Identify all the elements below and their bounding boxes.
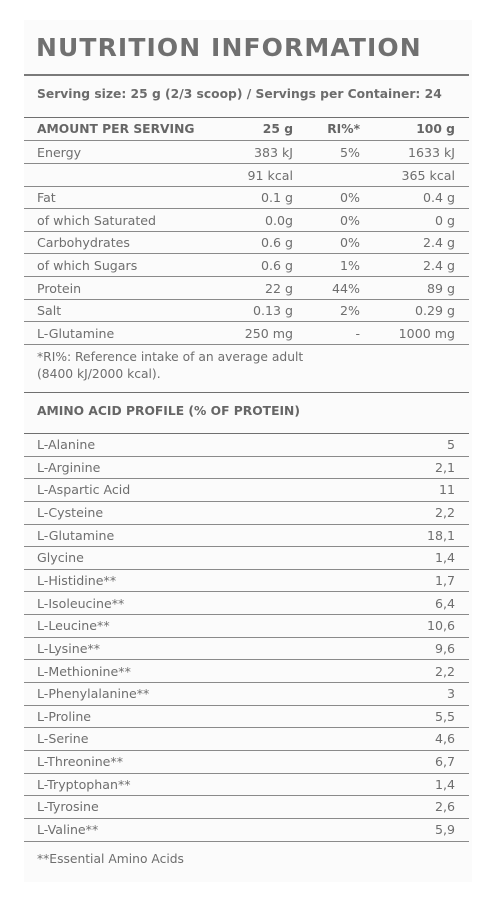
amino-acid-value: 1,7 <box>434 572 455 588</box>
amino-acid-name: Glycine <box>37 550 84 566</box>
ri-footnote <box>37 349 303 383</box>
amino-acid-value: 5,9 <box>434 822 455 838</box>
ri-value: - <box>355 325 360 341</box>
amino-acid-name: L-Valine** <box>37 822 99 838</box>
serving-size: Serving size: 25 g (2/3 scoop) / Servings per Container: 24 <box>37 87 442 101</box>
amino-acid-name: L-Aspartic Acid <box>37 482 131 498</box>
per-serving-value: 0.6 g <box>260 258 293 273</box>
amino-acid-value: 9,6 <box>434 640 455 656</box>
nutrient-name: Protein <box>37 280 82 296</box>
amino-acid-name: L-Tyrosine <box>37 799 99 815</box>
nutrient-name: of which Sugars <box>37 258 138 273</box>
per-serving-value: 250 mg <box>244 325 293 341</box>
amino-row <box>24 706 469 729</box>
per-100g-value: 2.4 g <box>422 258 455 273</box>
amino-acid-name: L-Glutamine <box>37 527 115 543</box>
per-100g-value: 0 g <box>434 212 455 228</box>
nutrient-name: of which Saturated <box>37 212 157 228</box>
amino-acid-value: 6,4 <box>434 595 455 611</box>
amino-acid-name: L-Leucine** <box>37 618 110 634</box>
per-serving-value: 0.6 g <box>260 235 293 251</box>
nutrient-name: L-Glutamine <box>37 325 115 341</box>
per-100g-value: 1000 mg <box>398 325 455 341</box>
amino-row <box>24 593 469 616</box>
amino-acid-value: 1,4 <box>434 776 455 792</box>
nutrient-name: Salt <box>37 303 62 319</box>
nutrition-row <box>24 165 469 187</box>
amino-acid-value: 3 <box>446 686 455 702</box>
nutrition-row <box>24 278 469 300</box>
nutrition-row <box>24 210 469 232</box>
amino-acid-name: L-Tryptophan** <box>37 776 131 792</box>
ri-footnote-line2: (8400 kJ/2000 kcal). <box>37 367 161 381</box>
ri-value: 0% <box>340 190 360 206</box>
nutrient-name: Energy <box>37 145 82 160</box>
essential-note: **Essential Amino Acids <box>37 852 184 866</box>
amino-acid-value: 2,2 <box>434 504 455 520</box>
amino-acid-value: 11 <box>438 482 455 498</box>
amino-acid-name: L-Histidine** <box>37 572 117 588</box>
amino-row <box>24 502 469 525</box>
amino-acid-value: 10,6 <box>426 618 455 634</box>
per-serving-value: 91 kcal <box>247 167 293 183</box>
amino-acid-name: L-Threonine** <box>37 754 124 770</box>
amino-top-divider <box>24 392 469 393</box>
amino-row <box>24 728 469 751</box>
nutrition-row <box>24 142 469 164</box>
amino-acid-name: L-Arginine <box>37 459 101 475</box>
nutrition-row <box>24 187 469 209</box>
amino-acid-name: L-Alanine <box>37 437 96 452</box>
amino-acid-value: 2,2 <box>434 663 455 679</box>
nutrition-row <box>24 255 469 277</box>
amino-row <box>24 570 469 593</box>
amino-row <box>24 457 469 480</box>
amino-acid-value: 4,6 <box>434 731 455 747</box>
amino-acid-name: L-Isoleucine** <box>37 595 125 611</box>
amino-row <box>24 774 469 797</box>
ri-value: 44% <box>332 280 360 296</box>
nutrition-row <box>24 232 469 254</box>
amino-acid-value: 2,6 <box>434 799 455 815</box>
per-100g-value: 0.29 g <box>414 303 455 319</box>
per-serving-value: 0.13 g <box>252 303 293 319</box>
ri-value: 2% <box>340 303 360 319</box>
per-100g-value: 0.4 g <box>422 190 455 206</box>
amino-row <box>24 796 469 819</box>
amino-acid-name: L-Proline <box>37 708 92 724</box>
per-100g-value: 1633 kJ <box>407 145 455 160</box>
header-amount-per-serving: AMOUNT PER SERVING <box>37 122 195 136</box>
per-serving-value: 383 kJ <box>253 145 293 160</box>
per-100g-value: 89 g <box>426 280 455 296</box>
amino-acid-name: L-Serine <box>37 731 89 747</box>
amino-acid-name: L-Phenylalanine** <box>37 686 150 702</box>
amino-acid-value: 5 <box>446 437 455 452</box>
nutrient-name: Carbohydrates <box>37 235 130 251</box>
per-serving-value: 0.0g <box>264 212 293 228</box>
per-100g-value: 2.4 g <box>422 235 455 251</box>
per-serving-value: 0.1 g <box>260 190 293 206</box>
ri-value: 0% <box>340 235 360 251</box>
header-25g: 25 g <box>262 122 293 136</box>
amino-acid-value: 2,1 <box>434 459 455 475</box>
amino-row <box>24 661 469 684</box>
amino-acid-value: 18,1 <box>426 527 455 543</box>
amino-row <box>24 819 469 842</box>
amino-row <box>24 434 469 457</box>
amino-row <box>24 638 469 661</box>
ri-footnote-line1: *RI%: Reference intake of an average adult <box>37 350 304 364</box>
ri-value: 0% <box>340 212 360 228</box>
nutrition-header-row <box>24 119 469 141</box>
header-ri: RI%* <box>327 122 360 136</box>
amino-section-title: AMINO ACID PROFILE (% OF PROTEIN) <box>37 404 300 418</box>
per-serving-value: 22 g <box>264 280 293 296</box>
per-100g-value: 365 kcal <box>401 167 455 183</box>
amino-row <box>24 547 469 570</box>
amino-acid-value: 5,5 <box>434 708 455 724</box>
amino-acid-name: L-Cysteine <box>37 504 104 520</box>
nutrient-name: Fat <box>37 190 56 206</box>
amino-row <box>24 479 469 502</box>
nutrition-row <box>24 323 469 345</box>
amino-acid-name: L-Methionine** <box>37 663 131 679</box>
serving-divider <box>24 117 469 118</box>
title-divider <box>24 74 469 76</box>
ri-value: 5% <box>340 145 360 160</box>
ri-value: 1% <box>340 258 360 273</box>
header-100g: 100 g <box>416 122 455 136</box>
amino-row <box>24 751 469 774</box>
amino-acid-name: L-Lysine** <box>37 640 101 656</box>
amino-row <box>24 615 469 638</box>
amino-acid-value: 1,4 <box>434 550 455 566</box>
amino-acid-value: 6,7 <box>434 754 455 770</box>
nutrition-row <box>24 300 469 322</box>
amino-row <box>24 525 469 548</box>
page-title: NUTRITION INFORMATION <box>36 33 422 62</box>
amino-row <box>24 683 469 706</box>
